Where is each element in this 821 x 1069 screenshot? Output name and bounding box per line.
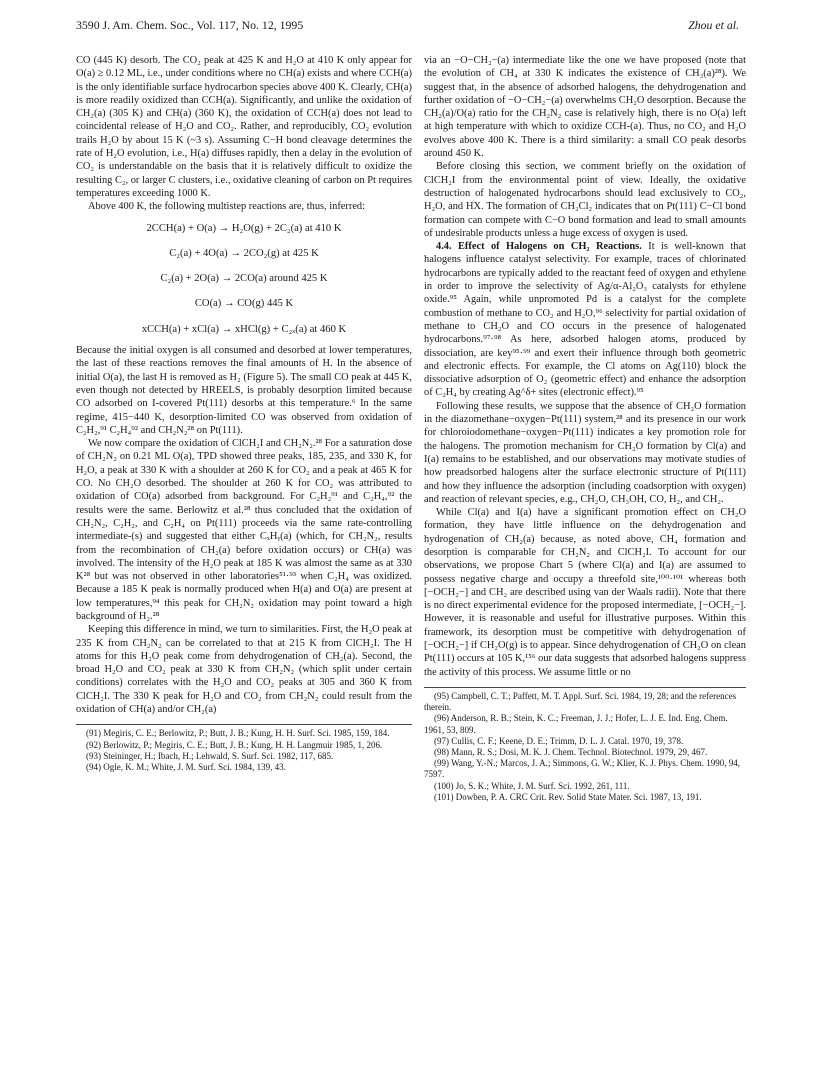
right-column [424, 54, 746, 803]
running-header [76, 18, 739, 34]
reference: (99) Wang, Y.-N.; Marcos, J. A.; Simmons, G. W.; Klier, K. J. Phys. Chem. 1990, 94, 7597. [424, 758, 741, 780]
reference: (91) Megiris, C. E.; Berlowitz, P.; Butt, J. B.; Kung, H. H. Surf. Sci. 1985, 159, 184. [86, 728, 390, 739]
reference: (101) Dowben, P. A. CRC Crit. Rev. Solid State Mater. Sci. 1987, 13, 191. [434, 791, 702, 802]
paragraph: Because the initial oxygen is all consumed and desorbed at lower temperatures, the last of these reactions removes the final amounts of H. In the absence of initial O(a), the last H is removed as H₂ (Figure 5). The small CO peak at 445 K, even though not detected by HREELS, is probably desorption limited because CO adsorbed on I-covered Pt(111) desorbs at this temperature.⁶ In the same regime, 415−440 K, desorption-limited CO was observed from oxidation of C₂H₂,⁹¹ C₂H₄⁹² and CH₂N₂²⁸ on Pt(111). [76, 345, 412, 436]
paragraph: Before closing this section, we comment briefly on the oxidation of ClCH₂I from the environmental point of view. Ideally, the oxidative destruction of halogenated hydrocarbons should lead exclusively to CO₂, H₂O, and HX. The formation of CH₂Cl₂ indicates that on Pt(111) C−Cl bond formation can compete with C−O bond formation and lead to small amounts of undesirable products unless a huge excess of oxygen is used. [424, 161, 746, 239]
header-journal-citation: 3590 J. Am. Chem. Soc., Vol. 117, No. 12, 1995 [76, 18, 304, 32]
reference: (100) Jo, S. K.; White, J. M. Surf. Sci. 1992, 261, 111. [434, 780, 630, 791]
header-authors: Zhou et al. [688, 18, 739, 32]
section-text: It is well-known that halogens influence catalyst selectivity. For example, traces of chlorinated hydrocarbons are typically added to the reactant feed of oxygen and ethylene in order to improve the selectivity of Ag/α-Al₂O₃ catalysts for ethylene oxide.⁹⁵ Again, while unpromoted Pd is a catalyst for the complete combustion of methane to CO₂ and H₂O,⁹⁶ selectivity for partial oxidation of methane to CH₂O and CO occurs in the presence of halogenated hydrocarbons.⁹⁷·⁹⁸ As here, adsorbed halogen atoms, produced by dissociation, are key⁹⁵·⁹⁹ and exert their influence through both geometric and electronic effects. For example, the Cl atoms on Ag(110) block the dissociative adsorption of O₂ (geometric effect) and enhance the adsorption of C₂H₄ by creating Ag^δ+ sites (electronic effect).⁹⁵ [424, 241, 746, 399]
equation: xCCH(a) + xCl(a) → xHCl(g) + C₂ₓ(a) at 460 K [141, 323, 347, 335]
reaction-equations [76, 222, 412, 336]
paragraph: Above 400 K, the following multistep reactions are, thus, inferred: [88, 201, 366, 213]
equation: 2CCH(a) + O(a) → H₂O(g) + 2C₂(a) at 410 K [146, 222, 342, 234]
footnote-references [424, 687, 746, 803]
paragraph: We now compare the oxidation of ClCH₂I and CH₂N₂.²⁸ For a saturation dose of CH₂N₂ on 0.21 ML O(a), TPD showed three peaks, 185, 235, and 330 K, for H₂O, a peak at 330 K with a shoulder at 260 K for CO₂ and a peak at 465 K for CO. No CH₂O desorbed. The shoulder at 260 K for CO₂ was attributed to oxidation of CO(a) adsorbed from background. For C₂H₂⁹¹ and C₂H₄,⁹² the results were the same. Berlowitz et al.²⁸ thus concluded that the oxidation of CH₂N₂, C₂H₂, and C₂H₄ on Pt(111) proceeds via the same rate-controlling intermediate-(s) and suggested that either CₓHᵧ(a) (which, for CH₂N₂, results from the recombination of CH₂(a) before oxidation occurs) or CH(a) was involved. The intensity of the H₂O peak at 185 K was almost the same as at 330 K²⁸ but was not observed in other laboratories⁵¹·⁹³ when C₂H₄ was oxidized. Because a 185 K peak is normally produced when H(a) and O(a) are present at low temperatures,⁹⁴ this peak for CH₂N₂ oxidation may point toward a high background of H₂.²⁸ [76, 438, 412, 622]
paragraph: via an −O−CH₂−(a) intermediate like the one we have proposed (note that the evolution of CH₄ at 330 K indicates the existence of CH₃(a)²⁸). We suggest that, in the absence of adsorbed halogens, the dehydrogenation and further oxidation of −O−CH₂−(a) overwhelms CH₂O desorption. Because the CH₂(a)/O(a) ratio for the CH₂N₂ case is relatively high, there is no O(a) left at high temperature with which to oxidize CCH-(a). Thus, no CO₂ and H₂O evolves above 400 K. There is a third similarity: a small CO peak desorbs around 450 K. [424, 55, 746, 160]
paragraph: CO (445 K) desorb. The CO₂ peak at 425 K and H₂O at 410 K only appear for O(a) ≥ 0.12 ML, i.e., under conditions where no CH(a) exists and where CCH(a) is the only identifiable surface hydrocarbon species above 400 K. Clearly, CH(a) is more readily oxidized than CCH(a). Significantly, and unlike the oxidation of CH₂(a) (305 K) and CH(a) (360 K), the oxidation of CCH(a) does not lead to coincidental release of H₂O and CO₂. Rather, and reproducibly, CO₂ evolution trails H₂O by about 15 K (~3 s). Assuming C−H bond cleavage determines the rate of H₂O evolution, i.e., H(a) diffuses rapidly, then a delay in the evolution of CO₂ is understandable on the basis that it is relatively difficult to oxidize the resulting C₂, or larger C clusters, i.e., oxidative cleaning of carbon on Pt requires temperatures exceeding 1000 K. [76, 55, 412, 199]
equation: C₂(a) + 4O(a) → 2CO₂(g) at 425 K [169, 247, 319, 259]
reference: (94) Ogle, K. M.; White, J. M. Surf. Sci. 1984, 139, 43. [86, 761, 286, 772]
reference: (97) Cullis, C. F.; Keene, D. E.; Trimm, D. L. J. Catal. 1970, 19, 378. [434, 735, 684, 746]
equation: C₂(a) + 2O(a) → 2CO(a) around 425 K [160, 273, 328, 285]
paragraph: Following these results, we suppose that the absence of CH₂O formation in the diazomethane−oxygen−Pt(111) system,²⁸ and its presence in our work for chloroiodomethane−oxygen−Pt(111) indicates a key promotion role for the halogens. The promotion mechanism for CH₂O formation by Cl(a) and I(a) remains to be established, and our observations may motivate studies of how preadsorbed halogens alter the surface electronic structure of Pt(111) and how they influence the adsorption (including coadsorption with oxygen) and reaction of relevant species, e.g., CH₂O, CH₃OH, CO, H₂, and CH₂. [424, 400, 746, 505]
left-column [76, 54, 412, 773]
reference: (92) Berlowitz, P.; Megiris, C. E.; Butt, J. B.; Kung, H. H. Langmuir 1985, 1, 206. [86, 739, 383, 750]
reference: (96) Anderson, R. B.; Stein, K. C.; Freeman, J. J.; Hofer, L. J. E. Ind. Eng. Chem. 1961, 53, 809. [424, 713, 728, 735]
footnote-references [76, 724, 412, 773]
paragraph: Keeping this difference in mind, we turn to similarities. First, the H₂O peak at 235 K from CH₂N₂ can be correlated to that at 215 K from ClCH₂I. The H atoms for this H₂O peak come from dehydrogenation of CH₂(a). Second, the broad H₂O and CO₂ peak at 330 K from CH₂N₂ (which split under certain conditions) correlates with the H₂O and CO₂ peaks at 305 and 360 K from ClCH₂I. The 330 K peak for H₂O and CO₂ from CH₂N₂ could result from the oxidation of CH(a) and/or CH₂(a) [76, 624, 412, 716]
reference: (93) Steininger, H.; Ibach, H.; Lehwald, S. Surf. Sci. 1982, 117, 685. [86, 750, 334, 761]
reference: (98) Mann, R. S.; Dosi, M. K. J. Chem. Technol. Biotechnol. 1979, 29, 467. [434, 746, 708, 757]
reference: (95) Campbell, C. T.; Paffett, M. T. Appl. Surf. Sci. 1984, 19, 28; and the references therein. [424, 690, 737, 713]
paragraph: While Cl(a) and I(a) have a significant promotion effect on CH₂O formation, they have little influence on the dehydrogenation and hydrogenation of CH₂(a) because, as noted above, CH₄ formation and desorption is comparable for CH₂N₂ and ClCH₂I. To account for our observations, we propose Chart 5 (where Cl(a) and I(a) are assumed to possess negative charge and occupy a threefold site,¹⁰⁰·¹⁰¹ whereas both [−OCH₂−] and CH₂ are described using van der Waals radii). Note that there is no direct experimental evidence for the proposed intermediate, [−OCH₂−]. However, it is reasonable and useful for illustrative purposes. Within this framework, its desorption must be competitive with dehydrogenation of [−OCH₂−] if CH₂O(g) is to appear. Since dehydrogenation of CH₂O on clean Pt(111) occurs at 105 K,¹⁵⁶ our data suggests that adsorbed halogens suppress the activity of this process. We assume little or no [424, 507, 746, 678]
section-heading: 4.4. Effect of Halogens on CH₂ Reactions. [436, 241, 642, 253]
section-paragraph [424, 240, 746, 400]
equation: CO(a) → CO(g) 445 K [194, 298, 294, 310]
